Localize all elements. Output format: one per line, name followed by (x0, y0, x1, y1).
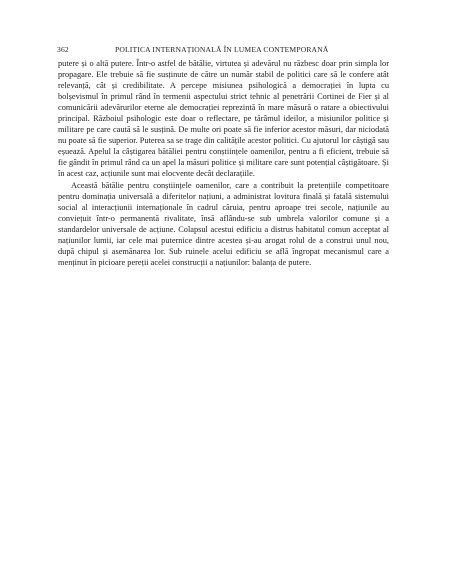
body-text (58, 58, 389, 268)
running-title: POLITICA INTERNAȚIONALĂ ÎN LUMEA CONTEMPORANĂ (115, 45, 329, 54)
paragraph: Această bătălie pentru conștiințele oamenilor, care a contribuit la pretențiile competitoare pentru dominația universală a diferitelor națiuni, a administrat lovitura finală și fatală sistemului social al interacțiunii internaționale în cadrul căruia, pentru aproape trei secole, națiunile au conviețuit într-o permanentă rivalitate, însă aflându-se sub umbrela valorilor comune și a standardelor universale de acțiune. Colapsul acestui edificiu a distrus habitatul comun acceptat al națiunilor lumii, iar cele mai puternice dintre acestea și-au arogat rolul de a construi unul nou, după chipul și asemănarea lor. Sub ruinele acelui edificiu se află îngropat mecanismul care a menținut în picioare pereții acelei construcții a națiunilor: balanța de putere. (58, 180, 389, 267)
paragraph-continuation: putere și o altă putere. Într-o astfel de bătălie, virtutea și adevărul nu răzbesc doar prin simpla lor propagare. Ele trebuie să fie susținute de către un număr stabil de politici care să le confere atât relevanță, cât și credibilitate. A percepe misiunea psihologică a democrației în lupta cu bolșevismul în primul rând în termenii aspectului strict tehnic al penetrării Cortinei de Fier și al comunicării adevărurilor eterne ale democrației reprezintă în mare măsură o ratare a obiectivului principal. Războiul psihologic este doar o reflectare, pe tărâmul ideilor, a misiunilor politice și militare pe care caută să le susțină. De multe ori poate să fie inferior acestor măsuri, dar niciodată nu poate să fie superior. Puterea sa se trage din calitățile acestor politici. Cu ajutorul lor câștigă sau eșuează. Apelul la câștigarea bătăliei pentru conștiințele oamenilor, pentru a fi eficient, trebuie să fie gândit în primul rând ca un apel la măsuri politice și militare care sunt potențial câștigătoare. Și în acest caz, acțiunile sunt mai elocvente decât declarațiile. (58, 59, 389, 179)
running-header (57, 45, 392, 57)
page-number: 362 (57, 45, 69, 54)
